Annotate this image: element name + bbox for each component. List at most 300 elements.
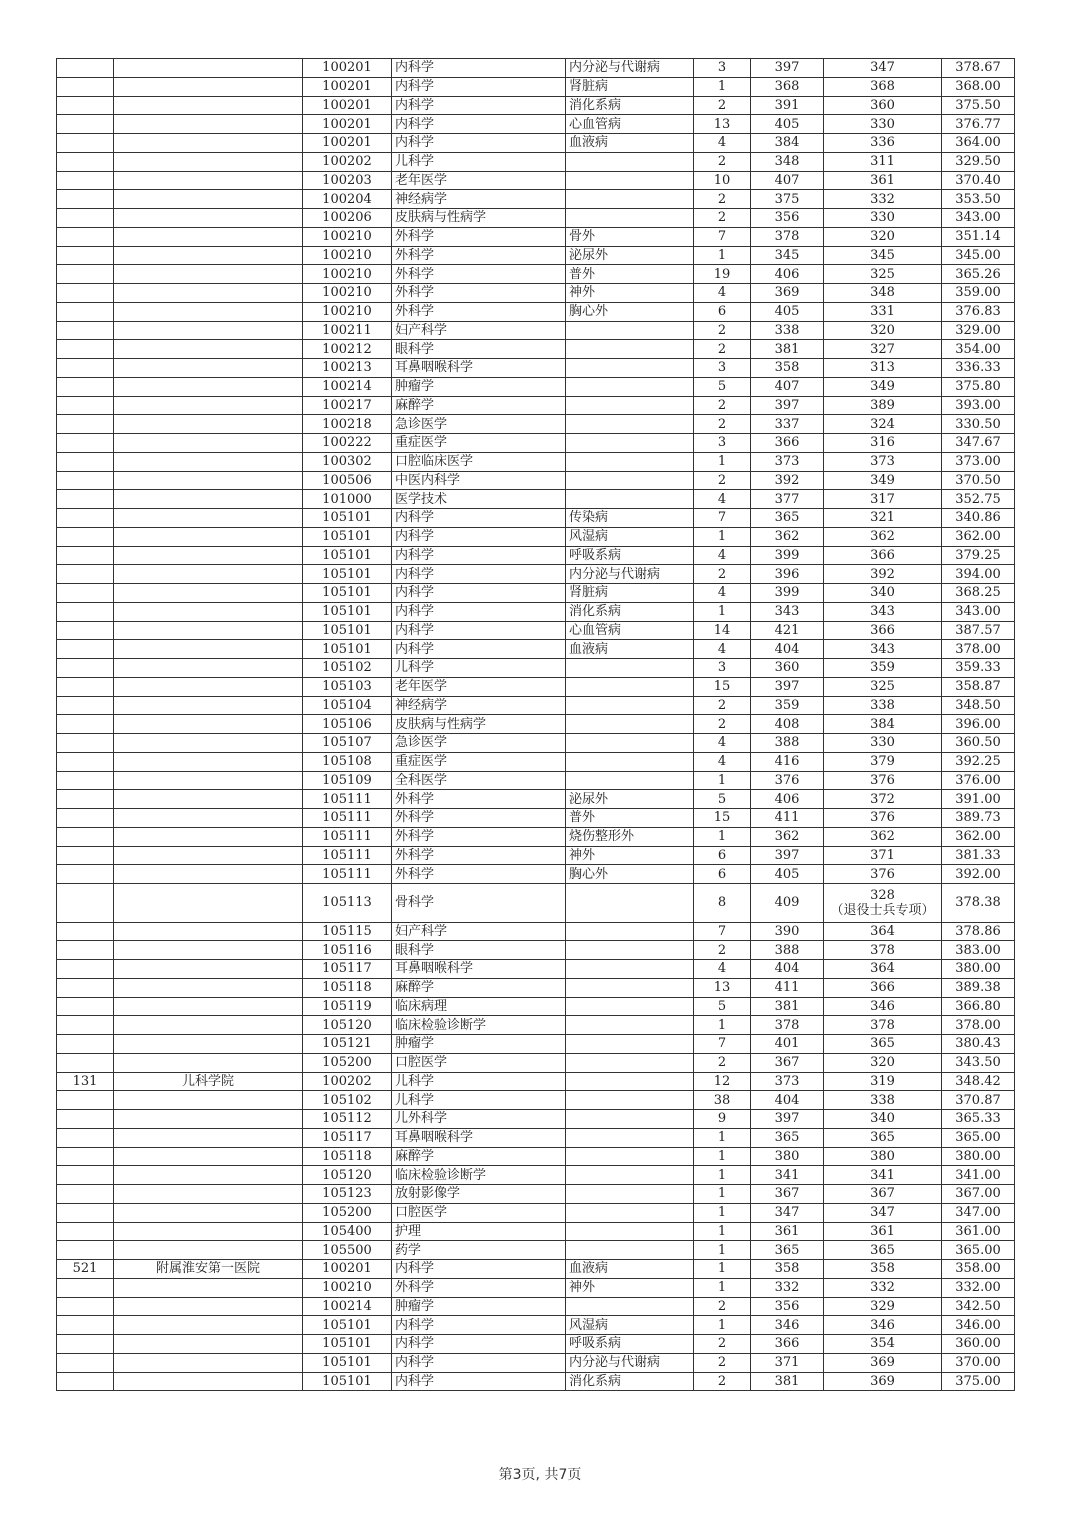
- table-row: [57, 321, 1015, 340]
- cell-research-direction: 泌尿外: [566, 790, 694, 809]
- cell-research-direction: [566, 1185, 694, 1204]
- cell-major-name: 儿科学: [392, 1091, 566, 1110]
- cell-college-code: [57, 734, 114, 753]
- cell-major-name: 重症医学: [392, 752, 566, 771]
- cell-avg-score: 342.50: [942, 1297, 1015, 1316]
- cell-max-score: 378: [751, 1016, 824, 1035]
- cell-major-code: 105101: [303, 584, 392, 603]
- cell-college-name: [114, 227, 303, 246]
- cell-major-name: 眼科学: [392, 340, 566, 359]
- cell-min-score: 389: [824, 396, 942, 415]
- cell-avg-score: 394.00: [942, 565, 1015, 584]
- cell-research-direction: [566, 696, 694, 715]
- cell-college-name: [114, 771, 303, 790]
- cell-max-score: 407: [751, 377, 824, 396]
- cell-college-name: [114, 809, 303, 828]
- cell-max-score: 391: [751, 96, 824, 115]
- cell-admitted-count: 1: [694, 1260, 751, 1279]
- cell-min-score: 341: [824, 1166, 942, 1185]
- cell-avg-score: 389.73: [942, 809, 1015, 828]
- cell-major-code: 105118: [303, 978, 392, 997]
- cell-college-code: [57, 1335, 114, 1354]
- cell-min-score: 336: [824, 134, 942, 153]
- cell-research-direction: [566, 434, 694, 453]
- cell-college-name: [114, 321, 303, 340]
- cell-college-name: [114, 415, 303, 434]
- cell-college-code: [57, 115, 114, 134]
- table-row: [57, 227, 1015, 246]
- cell-college-name: [114, 471, 303, 490]
- cell-avg-score: 358.00: [942, 1260, 1015, 1279]
- cell-major-name: 外科学: [392, 227, 566, 246]
- cell-avg-score: 365.26: [942, 265, 1015, 284]
- cell-major-code: 100202: [303, 152, 392, 171]
- table-row: [57, 602, 1015, 621]
- cell-college-name: [114, 960, 303, 979]
- cell-college-code: [57, 1166, 114, 1185]
- cell-research-direction: [566, 190, 694, 209]
- table-row: [57, 1016, 1015, 1035]
- cell-major-name: 口腔医学: [392, 1053, 566, 1072]
- cell-college-name: [114, 434, 303, 453]
- cell-research-direction: [566, 1222, 694, 1241]
- cell-max-score: 411: [751, 809, 824, 828]
- cell-max-score: 421: [751, 621, 824, 640]
- cell-max-score: 366: [751, 434, 824, 453]
- cell-avg-score: 365.33: [942, 1110, 1015, 1129]
- cell-college-name: [114, 1185, 303, 1204]
- cell-major-code: 105121: [303, 1035, 392, 1054]
- admission-score-table: [56, 58, 1015, 1391]
- cell-major-name: 麻醉学: [392, 978, 566, 997]
- table-row: [57, 152, 1015, 171]
- cell-major-code: 105101: [303, 1372, 392, 1391]
- cell-min-score: 384: [824, 715, 942, 734]
- cell-college-code: [57, 565, 114, 584]
- cell-avg-score: 378.67: [942, 59, 1015, 78]
- cell-admitted-count: 1: [694, 1203, 751, 1222]
- cell-college-code: [57, 490, 114, 509]
- cell-major-code: 105200: [303, 1203, 392, 1222]
- cell-min-score: 376: [824, 809, 942, 828]
- cell-major-name: 内科学: [392, 621, 566, 640]
- cell-avg-score: 378.38: [942, 884, 1015, 923]
- cell-admitted-count: 1: [694, 827, 751, 846]
- cell-min-score: 332: [824, 190, 942, 209]
- cell-max-score: 376: [751, 771, 824, 790]
- cell-research-direction: 消化系病: [566, 602, 694, 621]
- cell-avg-score: 352.75: [942, 490, 1015, 509]
- cell-college-code: [57, 284, 114, 303]
- cell-max-score: 358: [751, 359, 824, 378]
- cell-max-score: 396: [751, 565, 824, 584]
- cell-college-name: [114, 1110, 303, 1129]
- cell-max-score: 348: [751, 152, 824, 171]
- cell-min-score: 343: [824, 640, 942, 659]
- cell-major-code: 105400: [303, 1222, 392, 1241]
- cell-admitted-count: 2: [694, 941, 751, 960]
- cell-max-score: 373: [751, 1072, 824, 1091]
- cell-major-name: 皮肤病与性病学: [392, 209, 566, 228]
- cell-major-name: 护理: [392, 1222, 566, 1241]
- cell-major-code: 100213: [303, 359, 392, 378]
- cell-avg-score: 330.50: [942, 415, 1015, 434]
- cell-admitted-count: 4: [694, 284, 751, 303]
- cell-research-direction: 泌尿外: [566, 246, 694, 265]
- cell-college-code: [57, 1222, 114, 1241]
- table-row: [57, 284, 1015, 303]
- cell-max-score: 392: [751, 471, 824, 490]
- table-row: [57, 490, 1015, 509]
- cell-major-name: 内科学: [392, 509, 566, 528]
- cell-max-score: 375: [751, 190, 824, 209]
- cell-major-code: 100217: [303, 396, 392, 415]
- cell-college-name: [114, 115, 303, 134]
- cell-avg-score: 392.00: [942, 865, 1015, 884]
- cell-college-code: [57, 509, 114, 528]
- cell-major-name: 神经病学: [392, 696, 566, 715]
- table-row: [57, 865, 1015, 884]
- cell-college-name: [114, 1147, 303, 1166]
- cell-research-direction: 风湿病: [566, 527, 694, 546]
- cell-college-code: [57, 677, 114, 696]
- cell-min-score: 343: [824, 602, 942, 621]
- cell-research-direction: 血液病: [566, 134, 694, 153]
- cell-major-code: 105101: [303, 1335, 392, 1354]
- cell-min-score: 392: [824, 565, 942, 584]
- cell-admitted-count: 2: [694, 471, 751, 490]
- cell-major-code: 105106: [303, 715, 392, 734]
- table-row: [57, 790, 1015, 809]
- cell-admitted-count: 1: [694, 1222, 751, 1241]
- cell-major-name: 放射影像学: [392, 1185, 566, 1204]
- cell-avg-score: 347.67: [942, 434, 1015, 453]
- cell-college-name: [114, 77, 303, 96]
- table-row: [57, 771, 1015, 790]
- page-footer: 第3页, 共7页: [498, 1467, 582, 1483]
- cell-max-score: 356: [751, 209, 824, 228]
- cell-avg-score: 381.33: [942, 846, 1015, 865]
- cell-avg-score: 347.00: [942, 1203, 1015, 1222]
- cell-college-code: [57, 602, 114, 621]
- cell-admitted-count: 4: [694, 960, 751, 979]
- cell-college-code: [57, 827, 114, 846]
- cell-max-score: 404: [751, 960, 824, 979]
- table-row: [57, 1035, 1015, 1054]
- cell-admitted-count: 6: [694, 846, 751, 865]
- cell-college-code: [57, 659, 114, 678]
- cell-college-code: [57, 1035, 114, 1054]
- cell-max-score: 377: [751, 490, 824, 509]
- table-row: [57, 1110, 1015, 1129]
- cell-max-score: 341: [751, 1166, 824, 1185]
- cell-college-code: [57, 884, 114, 923]
- cell-max-score: 361: [751, 1222, 824, 1241]
- cell-avg-score: 379.25: [942, 546, 1015, 565]
- cell-college-code: [57, 415, 114, 434]
- cell-research-direction: 风湿病: [566, 1316, 694, 1335]
- cell-admitted-count: 2: [694, 1353, 751, 1372]
- cell-admitted-count: 3: [694, 659, 751, 678]
- cell-college-code: [57, 715, 114, 734]
- cell-major-code: 105101: [303, 1353, 392, 1372]
- cell-major-code: 100211: [303, 321, 392, 340]
- cell-research-direction: [566, 1110, 694, 1129]
- cell-min-score: 364: [824, 922, 942, 941]
- cell-major-name: 内科学: [392, 1372, 566, 1391]
- cell-college-name: [114, 527, 303, 546]
- cell-major-code: 100203: [303, 171, 392, 190]
- cell-research-direction: 神外: [566, 846, 694, 865]
- table-row: [57, 1260, 1015, 1279]
- cell-major-code: 100210: [303, 227, 392, 246]
- cell-min-score: 347: [824, 1203, 942, 1222]
- cell-college-code: [57, 340, 114, 359]
- cell-major-code: 100212: [303, 340, 392, 359]
- cell-admitted-count: 6: [694, 865, 751, 884]
- cell-research-direction: 肾脏病: [566, 77, 694, 96]
- cell-min-score: 369: [824, 1353, 942, 1372]
- cell-major-code: 105101: [303, 640, 392, 659]
- cell-min-score: 320: [824, 1053, 942, 1072]
- cell-max-score: 369: [751, 284, 824, 303]
- cell-college-code: [57, 171, 114, 190]
- cell-major-name: 外科学: [392, 865, 566, 884]
- cell-major-code: 100206: [303, 209, 392, 228]
- cell-major-name: 内科学: [392, 602, 566, 621]
- cell-major-code: 105102: [303, 1091, 392, 1110]
- cell-college-code: [57, 960, 114, 979]
- cell-avg-score: 346.00: [942, 1316, 1015, 1335]
- cell-major-name: 外科学: [392, 246, 566, 265]
- table-row: [57, 1222, 1015, 1241]
- cell-college-name: 附属淮安第一医院: [114, 1260, 303, 1279]
- cell-max-score: 401: [751, 1035, 824, 1054]
- cell-admitted-count: 38: [694, 1091, 751, 1110]
- cell-min-score: 369: [824, 1372, 942, 1391]
- cell-major-name: 儿科学: [392, 659, 566, 678]
- cell-college-code: [57, 59, 114, 78]
- cell-major-name: 麻醉学: [392, 396, 566, 415]
- cell-college-code: 521: [57, 1260, 114, 1279]
- cell-min-score: 365: [824, 1128, 942, 1147]
- table-row: [57, 1147, 1015, 1166]
- cell-research-direction: 消化系病: [566, 96, 694, 115]
- cell-admitted-count: 15: [694, 809, 751, 828]
- cell-major-code: 100222: [303, 434, 392, 453]
- cell-min-score: 366: [824, 978, 942, 997]
- cell-college-name: [114, 209, 303, 228]
- cell-avg-score: 370.50: [942, 471, 1015, 490]
- cell-admitted-count: 2: [694, 1335, 751, 1354]
- cell-avg-score: 360.00: [942, 1335, 1015, 1354]
- cell-major-code: 105200: [303, 1053, 392, 1072]
- cell-college-code: [57, 1203, 114, 1222]
- table-row: [57, 59, 1015, 78]
- cell-major-code: 100201: [303, 115, 392, 134]
- cell-admitted-count: 5: [694, 377, 751, 396]
- cell-major-code: 105111: [303, 827, 392, 846]
- cell-avg-score: 345.00: [942, 246, 1015, 265]
- cell-admitted-count: 2: [694, 209, 751, 228]
- cell-max-score: 360: [751, 659, 824, 678]
- cell-major-name: 内科学: [392, 584, 566, 603]
- cell-max-score: 365: [751, 509, 824, 528]
- cell-college-code: [57, 321, 114, 340]
- cell-major-code: 105111: [303, 809, 392, 828]
- cell-college-code: [57, 190, 114, 209]
- cell-college-name: [114, 978, 303, 997]
- cell-min-score: 362: [824, 527, 942, 546]
- table-row: [57, 209, 1015, 228]
- cell-min-score: 325: [824, 265, 942, 284]
- table-row: [57, 452, 1015, 471]
- cell-admitted-count: 13: [694, 115, 751, 134]
- cell-major-name: 急诊医学: [392, 734, 566, 753]
- cell-college-name: [114, 602, 303, 621]
- cell-major-code: 105120: [303, 1016, 392, 1035]
- table-row: [57, 1185, 1015, 1204]
- cell-college-code: [57, 922, 114, 941]
- cell-admitted-count: 1: [694, 77, 751, 96]
- table-row: [57, 884, 1015, 923]
- cell-admitted-count: 1: [694, 527, 751, 546]
- cell-major-code: 105117: [303, 1128, 392, 1147]
- cell-research-direction: [566, 734, 694, 753]
- cell-admitted-count: 2: [694, 321, 751, 340]
- cell-college-code: [57, 396, 114, 415]
- cell-avg-score: 329.50: [942, 152, 1015, 171]
- cell-research-direction: [566, 321, 694, 340]
- cell-college-name: [114, 640, 303, 659]
- cell-college-code: [57, 752, 114, 771]
- cell-avg-score: 362.00: [942, 827, 1015, 846]
- table-row: [57, 1128, 1015, 1147]
- cell-major-name: 外科学: [392, 302, 566, 321]
- cell-avg-score: 359.00: [942, 284, 1015, 303]
- cell-major-name: 骨科学: [392, 884, 566, 923]
- cell-major-name: 肿瘤学: [392, 1297, 566, 1316]
- cell-max-score: 407: [751, 171, 824, 190]
- cell-min-score: 324: [824, 415, 942, 434]
- cell-avg-score: 354.00: [942, 340, 1015, 359]
- cell-college-name: [114, 696, 303, 715]
- cell-major-name: 麻醉学: [392, 1147, 566, 1166]
- table-row: [57, 340, 1015, 359]
- cell-min-score: 368: [824, 77, 942, 96]
- cell-max-score: 362: [751, 827, 824, 846]
- cell-college-name: [114, 941, 303, 960]
- cell-college-name: [114, 1278, 303, 1297]
- cell-major-name: 急诊医学: [392, 415, 566, 434]
- cell-min-score: 360: [824, 96, 942, 115]
- cell-min-score: 325: [824, 677, 942, 696]
- cell-college-code: [57, 1053, 114, 1072]
- cell-research-direction: 心血管病: [566, 115, 694, 134]
- cell-college-name: [114, 509, 303, 528]
- table-row: [57, 509, 1015, 528]
- cell-avg-score: 340.86: [942, 509, 1015, 528]
- cell-admitted-count: 5: [694, 790, 751, 809]
- table-row: [57, 1241, 1015, 1260]
- cell-major-name: 内科学: [392, 115, 566, 134]
- cell-college-name: [114, 284, 303, 303]
- cell-major-name: 内科学: [392, 59, 566, 78]
- cell-college-name: [114, 96, 303, 115]
- cell-avg-score: 380.00: [942, 1147, 1015, 1166]
- cell-min-score: 316: [824, 434, 942, 453]
- cell-college-code: [57, 621, 114, 640]
- cell-college-name: [114, 621, 303, 640]
- table-row: [57, 715, 1015, 734]
- cell-college-code: [57, 809, 114, 828]
- cell-avg-score: 370.87: [942, 1091, 1015, 1110]
- cell-research-direction: 血液病: [566, 640, 694, 659]
- cell-college-code: [57, 978, 114, 997]
- cell-min-score: 320: [824, 227, 942, 246]
- cell-major-code: 100210: [303, 1278, 392, 1297]
- cell-major-code: 100214: [303, 1297, 392, 1316]
- table-row: [57, 827, 1015, 846]
- cell-min-score: 345: [824, 246, 942, 265]
- cell-max-score: 347: [751, 1203, 824, 1222]
- cell-college-name: [114, 359, 303, 378]
- cell-min-score: 317: [824, 490, 942, 509]
- cell-major-code: 105109: [303, 771, 392, 790]
- cell-max-score: 368: [751, 77, 824, 96]
- cell-major-name: 内科学: [392, 1260, 566, 1279]
- cell-major-name: 老年医学: [392, 677, 566, 696]
- cell-college-name: [114, 59, 303, 78]
- cell-major-name: 重症医学: [392, 434, 566, 453]
- cell-min-score: 327: [824, 340, 942, 359]
- table-row: [57, 171, 1015, 190]
- cell-avg-score: 391.00: [942, 790, 1015, 809]
- cell-major-code: 105101: [303, 546, 392, 565]
- cell-max-score: 409: [751, 884, 824, 923]
- cell-college-name: [114, 659, 303, 678]
- cell-major-code: 100201: [303, 1260, 392, 1279]
- cell-max-score: 365: [751, 1128, 824, 1147]
- table-row: [57, 1335, 1015, 1354]
- cell-college-name: [114, 884, 303, 923]
- cell-major-name: 老年医学: [392, 171, 566, 190]
- cell-college-code: [57, 846, 114, 865]
- cell-college-code: [57, 1128, 114, 1147]
- cell-avg-score: 366.80: [942, 997, 1015, 1016]
- cell-min-score: 340: [824, 1110, 942, 1129]
- table-row: [57, 621, 1015, 640]
- cell-max-score: 371: [751, 1353, 824, 1372]
- cell-college-name: [114, 377, 303, 396]
- cell-min-score: 364: [824, 960, 942, 979]
- cell-college-code: [57, 640, 114, 659]
- cell-admitted-count: 3: [694, 434, 751, 453]
- cell-college-name: [114, 302, 303, 321]
- cell-research-direction: [566, 152, 694, 171]
- cell-max-score: 411: [751, 978, 824, 997]
- cell-major-name: 耳鼻咽喉科学: [392, 1128, 566, 1147]
- cell-major-name: 临床检验诊断学: [392, 1016, 566, 1035]
- cell-major-name: 内科学: [392, 96, 566, 115]
- cell-admitted-count: 7: [694, 1035, 751, 1054]
- cell-research-direction: [566, 960, 694, 979]
- table-row: [57, 1316, 1015, 1335]
- cell-max-score: 338: [751, 321, 824, 340]
- cell-admitted-count: 12: [694, 1072, 751, 1091]
- cell-college-code: [57, 1147, 114, 1166]
- cell-avg-score: 378.86: [942, 922, 1015, 941]
